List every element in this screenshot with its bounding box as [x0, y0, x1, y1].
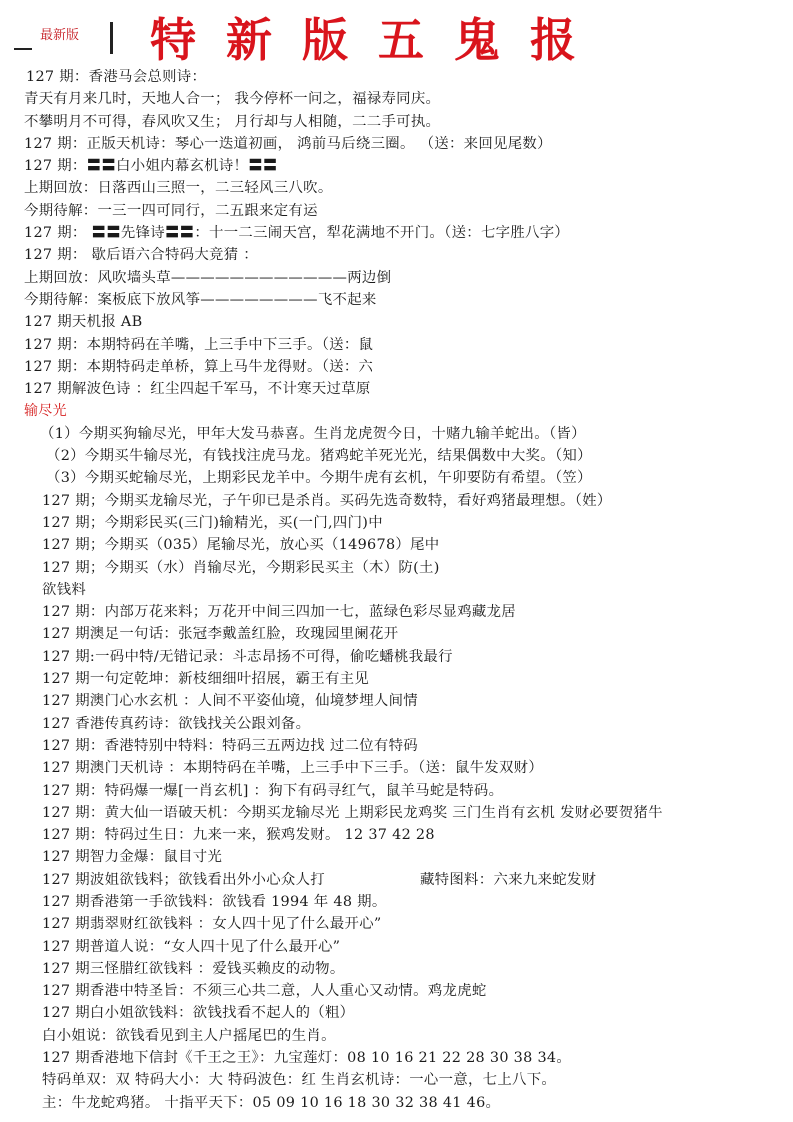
text-line	[0, 936, 793, 958]
text-line-content: 127 期香港第一手欲钱料：欲钱看 1994 年 48 期。	[42, 893, 387, 910]
text-line	[0, 1092, 793, 1114]
text-line-content: 127 期；今期彩民买(三门)输精光，买(一门,四门)中	[42, 514, 383, 531]
text-line-content: 127 期：香港特别中特料：特码三五两边找 过二位有特码	[42, 737, 419, 754]
text-line-right: 藏特图料：六来九来蛇发财	[419, 871, 597, 888]
text-line-content: 127 期香港中特圣旨：不须三心共二意，人人重心又动情。鸡龙虎蛇	[42, 983, 487, 1000]
text-line-content: 127 期波姐欲钱料；欲钱看出外小心众人打	[42, 871, 325, 888]
text-line	[0, 1069, 793, 1091]
text-line-content: （1）今期买狗输尽光，甲年大发马恭喜。生肖龙虎贺今日，十赌九输羊蛇出。（皆）	[40, 425, 586, 442]
text-line	[0, 980, 793, 1002]
text-line-content: 今期待解：案板底下放风筝————————飞不起来	[24, 291, 377, 308]
document-body	[0, 66, 793, 1114]
text-line	[0, 334, 793, 356]
text-line	[0, 490, 793, 512]
text-line	[0, 557, 793, 579]
text-line-content: 127 期；今期买（035）尾输尽光，放心买（149678）尾中	[42, 537, 440, 554]
text-line	[0, 958, 793, 980]
text-line-content: 欲钱料	[42, 581, 87, 598]
text-line	[0, 111, 793, 133]
text-line-content: 不攀明月不可得，春风吹又生； 月行却与人相随，二二手可执。	[24, 113, 441, 130]
text-line-content: 127 期；今期买龙输尽光，子午卯已是杀肖。买码先选奇数特，看好鸡猪最理想。（姓）	[42, 492, 612, 509]
text-line	[0, 244, 793, 266]
text-line	[0, 623, 793, 645]
text-line-content: 特码单双：双 特码大小：大 特码波色：红 生肖玄机诗：一心一意，七上八下。	[42, 1072, 557, 1089]
text-line-content: 上期回放：日落西山三照一，二三轻风三八吹。	[24, 180, 333, 197]
text-line-content: 127 期澳门天机诗 ：本期特码在羊嘴，上三手中下三手。（送：鼠牛发双财）	[42, 760, 544, 777]
text-line	[0, 757, 793, 779]
text-line	[0, 200, 793, 222]
text-line-content: 127 期：特码过生日：九来一来，猴鸡发财。 12 37 42 28	[42, 827, 435, 844]
text-line-content: 输尽光	[24, 403, 67, 420]
text-line-content: 127 期澳足一句话：张冠李戴盖红脸，玫瑰园里阑花开	[42, 626, 399, 643]
text-line	[0, 891, 793, 913]
text-line	[0, 601, 793, 623]
text-line	[0, 735, 793, 757]
text-line-content: （2）今期买牛输尽光，有钱找注虎马龙。猪鸡蛇羊死光光，结果偶数中大奖。（知）	[46, 448, 592, 465]
page-title: 特新版五鬼报	[150, 13, 606, 67]
text-line-content: 127 期白小姐欲钱料：欲钱找看不起人的（粗）	[42, 1005, 355, 1022]
text-line-content: 127 期:一码中特/无错记录：斗志昂扬不可得，偷吃蟠桃我最行	[42, 648, 453, 665]
text-line-content: 127 期一句定乾坤：新枝细细叶招展，霸王有主见	[42, 671, 370, 688]
text-line	[0, 646, 793, 668]
text-line-content: 127 期：本期特码在羊嘴，上三手中下三手。（送：鼠	[24, 336, 374, 353]
text-line	[0, 579, 793, 601]
text-line	[0, 222, 793, 244]
text-line	[0, 1025, 793, 1047]
text-line	[0, 378, 793, 400]
header-underline	[14, 48, 32, 50]
text-line-content: 127 期：〓〓白小姐内幕玄机诗！〓〓	[24, 158, 278, 175]
text-line-content: 主：牛龙蛇鸡猪。 十指平天下：05 09 10 16 18 30 32 38 41 46。	[42, 1094, 501, 1111]
text-line	[0, 356, 793, 378]
text-line	[0, 690, 793, 712]
text-line-content: 上期回放：风吹墙头草————————————两边倒	[24, 269, 392, 286]
text-line-content: 127 期：正版天机诗：琴心一迭道初画， 鸿前马后绕三圈。 （送：来回见尾数）	[24, 135, 552, 152]
text-line-content: 127 期解波色诗 ：红尘四起千军马，不计寒天过草原	[24, 381, 371, 398]
text-line	[0, 400, 793, 422]
text-line	[0, 1002, 793, 1024]
text-line	[0, 177, 793, 199]
text-line-content: 127 期：本期特码走单桥，算上马牛龙得财。（送：六	[24, 358, 374, 375]
text-line	[0, 311, 793, 333]
text-line	[0, 88, 793, 110]
text-line-content: 127 期天机报 AB	[24, 314, 143, 331]
text-line-content: 今期待解：一三一四可同行，二五跟来定有运	[24, 202, 318, 219]
page-header	[0, 0, 793, 66]
text-line	[0, 423, 793, 445]
header-divider	[110, 22, 113, 54]
text-line-content: 127 期：黄大仙一语破天机：今期买龙输尽光 上期彩民龙鸡奖 三门生肖有玄机 发财必要贺猪牛	[42, 804, 663, 821]
text-line-content: 127 期智力金爆：鼠目寸光	[42, 849, 223, 866]
text-line-content: 127 期： 〓〓先锋诗〓〓：十一二三闹天宫，犁花满地不开门。（送：七字胜八字）	[24, 225, 570, 242]
text-line	[0, 802, 793, 824]
text-line-content: 127 期普道人说：“女人四十见了什么最开心”	[42, 938, 341, 955]
text-line	[0, 66, 793, 88]
text-line	[0, 913, 793, 935]
text-line-content: 127 期： 歇后语六合特码大竞猜 ：	[24, 247, 258, 264]
text-line-content: 青天有月来几时，天地人合一； 我今停杯一问之，福禄寿同庆。	[24, 91, 441, 108]
text-line	[0, 289, 793, 311]
text-line	[0, 780, 793, 802]
text-line	[0, 467, 793, 489]
edition-label: 最新版	[40, 28, 80, 43]
text-line	[0, 155, 793, 177]
text-line	[0, 133, 793, 155]
text-line	[0, 713, 793, 735]
text-line-content: 127 期；今期买（水）肖输尽光，今期彩民买主（木）防(土)	[42, 559, 440, 576]
text-line-content: 127 期：内部万花来料；万花开中间三四加一七，蓝绿色彩尽显鸡藏龙居	[42, 604, 516, 621]
text-line	[0, 267, 793, 289]
text-line	[0, 846, 793, 868]
text-line-content: 127 期澳门心水玄机 ：人间不平姿仙境，仙境梦埋人间情	[42, 693, 419, 710]
text-line-content: 127 期翡翠财红欲钱料 ：女人四十见了什么最开心”	[42, 916, 382, 933]
text-line	[0, 824, 793, 846]
text-line	[0, 445, 793, 467]
text-line-content: 127 期：香港马会总则诗：	[26, 69, 207, 85]
text-line	[0, 512, 793, 534]
text-line-content: 127 期：特码爆一爆[一肖玄机] ：狗下有码寻红气，鼠羊马蛇是特码。	[42, 782, 504, 799]
text-line-content: 127 香港传真药诗：欲钱找关公跟刘备。	[42, 715, 311, 732]
text-line-content: （3）今期买蛇输尽光，上期彩民龙羊中。今期牛虎有玄机，午卯要防有希望。（笠）	[46, 470, 592, 487]
text-line	[0, 534, 793, 556]
text-line-content: 白小姐说：欲钱看见到主人户摇尾巴的生肖。	[42, 1027, 336, 1044]
text-line	[0, 668, 793, 690]
text-line-content: 127 期香港地下信封《千王之王》：九宝莲灯：08 10 16 21 22 28 30 38 34。	[42, 1050, 572, 1067]
text-line	[0, 869, 793, 891]
text-line-content: 127 期三怪腊红欲钱料 ：爱钱买赖皮的动物。	[42, 960, 345, 977]
text-line	[0, 1047, 793, 1069]
